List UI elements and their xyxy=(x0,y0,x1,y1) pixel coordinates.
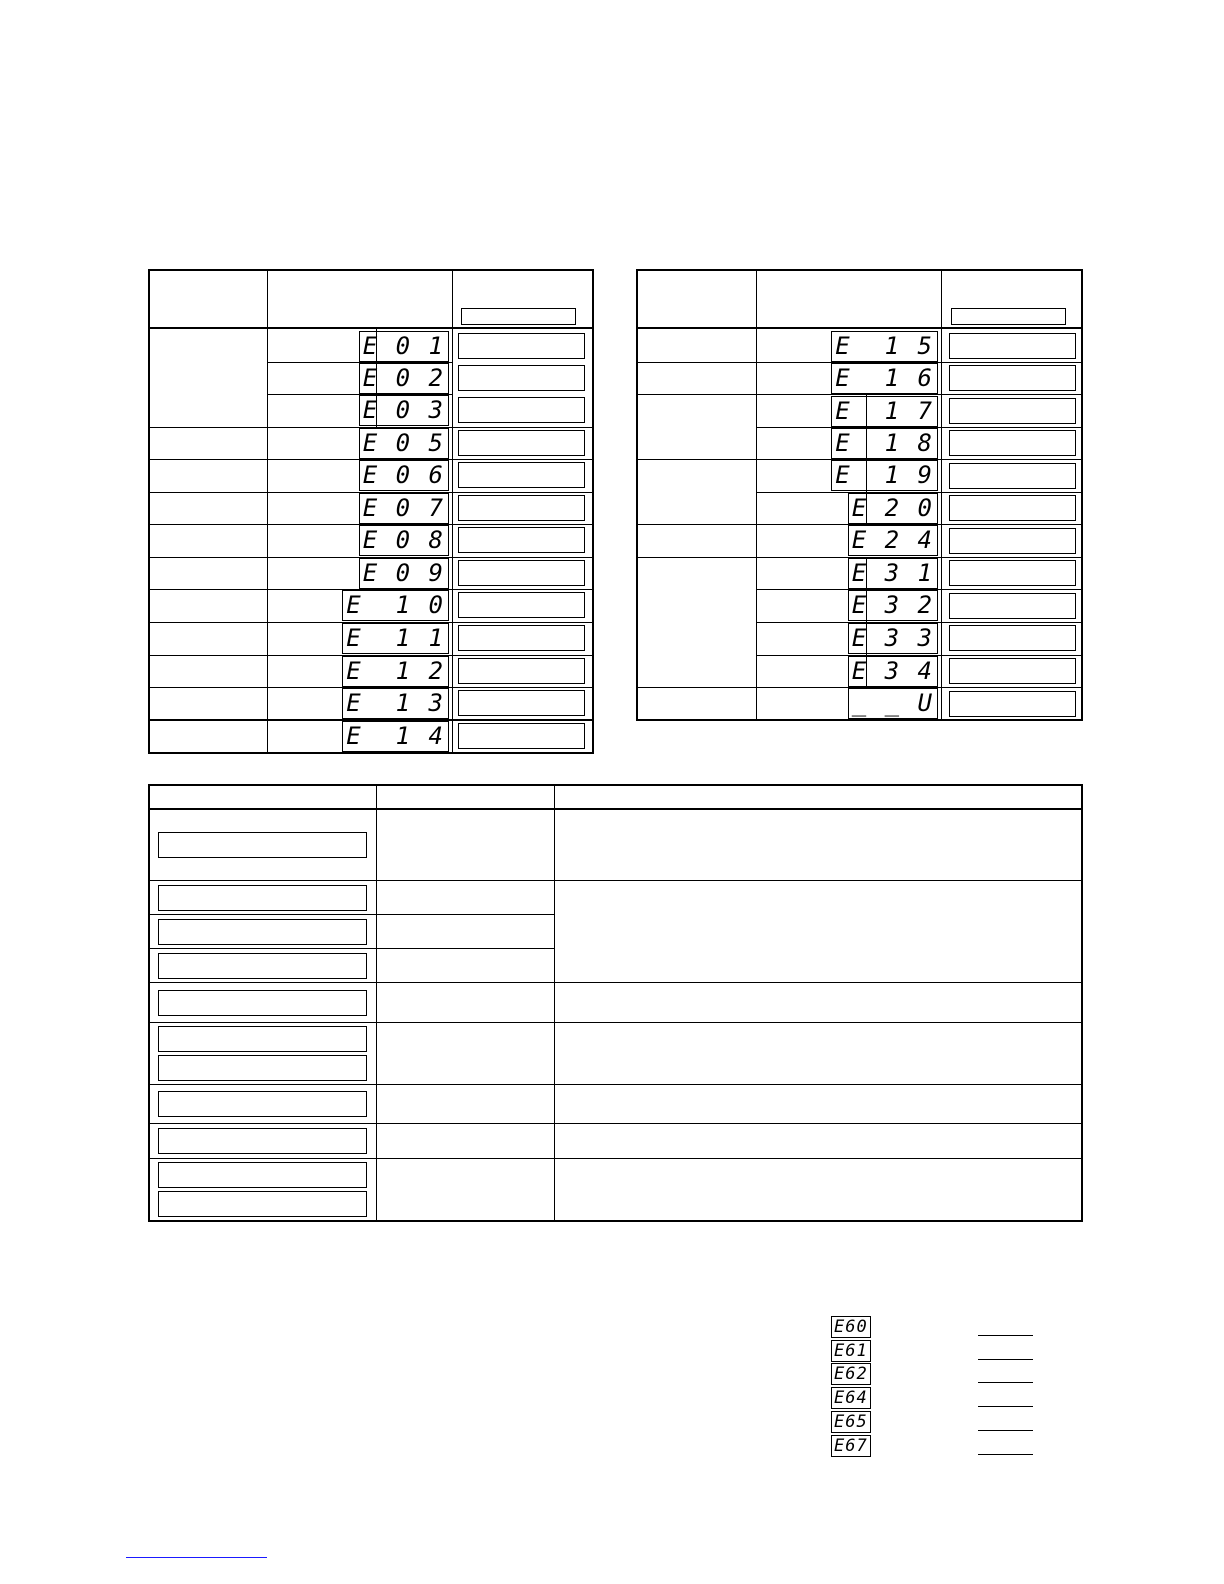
error-code-display: E 3 4 xyxy=(848,656,938,687)
legend-underline xyxy=(978,1406,1033,1407)
error-code-display: E 1 3 xyxy=(342,688,449,719)
left-header-field xyxy=(461,308,576,325)
legend-code-display: E62 xyxy=(831,1363,871,1385)
error-code-display: E 1 7 xyxy=(831,396,938,427)
result-field xyxy=(458,333,585,359)
result-field xyxy=(949,658,1076,684)
error-code-row xyxy=(835,363,941,394)
legend-underline xyxy=(978,1359,1033,1360)
result-field xyxy=(458,690,585,716)
error-code-display: _ _ U xyxy=(848,688,938,719)
description-field xyxy=(158,1091,367,1117)
error-code-row xyxy=(851,590,941,621)
result-field xyxy=(458,365,585,391)
error-code-display: E 0 1 xyxy=(359,331,449,362)
description-field xyxy=(158,832,367,858)
legend-underline xyxy=(978,1454,1033,1455)
result-field xyxy=(458,462,585,488)
error-code-row xyxy=(362,395,452,426)
result-field xyxy=(458,430,585,456)
result-field xyxy=(458,723,585,749)
error-code-display: E 1 2 xyxy=(342,656,449,687)
result-field xyxy=(458,560,585,586)
error-code-display: E 3 2 xyxy=(848,590,938,621)
result-field xyxy=(949,333,1076,359)
legend-underline xyxy=(978,1382,1033,1383)
error-code-row xyxy=(362,428,452,459)
result-field xyxy=(458,495,585,521)
description-field xyxy=(158,1055,367,1081)
error-code-display: E 2 0 xyxy=(848,493,938,524)
error-code-display: E 0 9 xyxy=(359,558,449,589)
error-code-row xyxy=(835,396,941,427)
result-field xyxy=(458,592,585,618)
error-code-display: E 0 5 xyxy=(359,428,449,459)
error-code-row xyxy=(851,558,941,589)
error-code-display: E 0 7 xyxy=(359,493,449,524)
result-field xyxy=(949,495,1076,521)
result-field xyxy=(458,397,585,423)
error-code-display: E 0 6 xyxy=(359,460,449,491)
error-code-display: E 2 4 xyxy=(848,525,938,556)
error-code-display: E 1 6 xyxy=(831,363,938,394)
description-field xyxy=(158,990,367,1016)
legend-code-display: E64 xyxy=(831,1387,871,1409)
error-code-display: E 0 8 xyxy=(359,525,449,556)
result-field xyxy=(949,528,1076,554)
legend-code-display: E67 xyxy=(831,1435,871,1457)
error-code-display: E 1 4 xyxy=(342,721,449,752)
error-code-row xyxy=(851,623,941,654)
error-code-display: E 1 1 xyxy=(342,623,449,654)
description-field xyxy=(158,1191,367,1217)
footnote-link-underline[interactable] xyxy=(126,1557,267,1558)
result-field xyxy=(949,463,1076,489)
error-code-row xyxy=(851,493,941,524)
description-field xyxy=(158,1026,367,1052)
error-code-row xyxy=(346,688,452,719)
legend-underline xyxy=(978,1335,1033,1336)
error-code-row xyxy=(362,558,452,589)
result-field xyxy=(949,691,1076,717)
error-code-row xyxy=(362,460,452,491)
error-code-row xyxy=(835,428,941,459)
result-field xyxy=(458,527,585,553)
result-field xyxy=(949,365,1076,391)
error-code-display: E 1 0 xyxy=(342,590,449,621)
legend-code-display: E65 xyxy=(831,1411,871,1433)
result-field xyxy=(949,430,1076,456)
error-code-row xyxy=(346,623,452,654)
error-code-display: E 1 9 xyxy=(831,460,938,491)
error-code-display: E 3 3 xyxy=(848,623,938,654)
description-field xyxy=(158,1128,367,1154)
description-field xyxy=(158,919,367,945)
error-code-row xyxy=(362,331,452,362)
description-field xyxy=(158,1162,367,1188)
right-header-field xyxy=(951,308,1066,325)
error-code-display: E 0 2 xyxy=(359,363,449,394)
error-code-row xyxy=(835,331,941,362)
error-code-row xyxy=(362,525,452,556)
error-code-row xyxy=(346,656,452,687)
error-code-row xyxy=(362,493,452,524)
error-code-display: E 1 5 xyxy=(831,331,938,362)
error-code-row xyxy=(346,721,452,752)
result-field xyxy=(949,560,1076,586)
error-code-display: E 1 8 xyxy=(831,428,938,459)
error-code-row xyxy=(851,688,941,719)
error-code-row xyxy=(851,525,941,556)
error-code-display: E 0 3 xyxy=(359,395,449,426)
result-field xyxy=(949,398,1076,424)
result-field xyxy=(949,593,1076,619)
legend-underline xyxy=(978,1430,1033,1431)
result-field xyxy=(458,625,585,651)
error-code-row xyxy=(851,656,941,687)
description-field xyxy=(158,885,367,911)
error-code-row xyxy=(346,590,452,621)
error-code-display: E 3 1 xyxy=(848,558,938,589)
result-field xyxy=(458,658,585,684)
error-code-row xyxy=(362,363,452,394)
result-field xyxy=(949,625,1076,651)
legend-code-display: E60 xyxy=(831,1316,871,1338)
legend-code-display: E61 xyxy=(831,1340,871,1362)
description-field xyxy=(158,953,367,979)
error-code-row xyxy=(835,460,941,491)
